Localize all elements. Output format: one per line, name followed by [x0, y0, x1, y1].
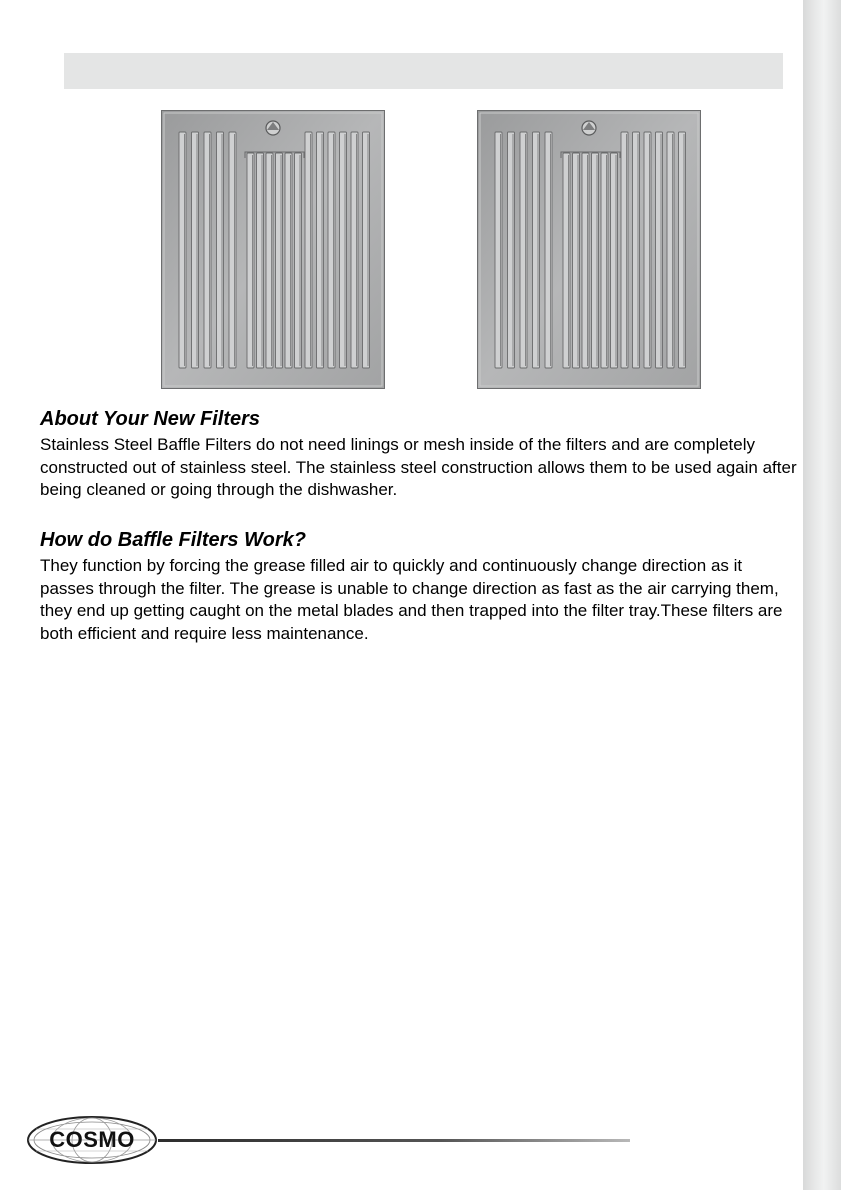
- about-filters-heading: About Your New Filters: [40, 408, 261, 430]
- baffle-filter-icon: [477, 110, 701, 389]
- baffle-filter-image-left: [161, 110, 385, 389]
- footer-rule: [158, 1139, 630, 1142]
- baffle-filter-icon: [161, 110, 385, 389]
- how-filters-work-text: They function by forcing the grease filled air to quickly and continuously change direction as it passes through the filter. The grease is unable to change direction as fast as the air carrying them, they end up getting caught on the metal blades and then trapped into the filter tray.These filters are both efficient and require less maintenance.: [40, 556, 783, 643]
- side-tab-strip: [803, 0, 841, 1190]
- header-bar: [64, 53, 783, 89]
- about-filters-text: Stainless Steel Baffle Filters do not need linings or mesh inside of the filters and are completely constructed out of stainless steel. The stainless steel construction allows them to be used again after being cleaned or going through the dishwasher.: [40, 435, 797, 499]
- how-filters-work-heading: How do Baffle Filters Work?: [40, 529, 306, 551]
- baffle-filter-image-right: [477, 110, 701, 389]
- logo-wordmark: COSMO: [49, 1127, 135, 1152]
- cosmo-logo: [26, 1115, 158, 1165]
